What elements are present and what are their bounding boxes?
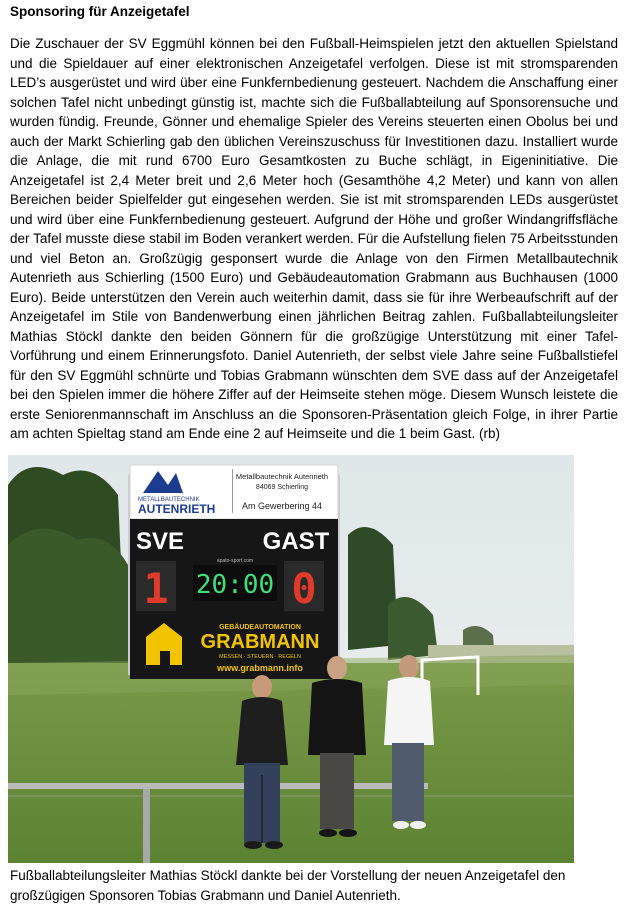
home-score: 1	[143, 564, 169, 613]
sponsor-top-line1: Metallbautechnik Autenrieth	[235, 472, 329, 481]
home-label: SVE	[135, 528, 185, 555]
scoreboard	[130, 519, 338, 679]
sponsor-bottom-line1: GEBÄUDEAUTOMATION	[219, 624, 301, 631]
logo-name: AUTENRIETH	[138, 502, 216, 516]
sponsor-bottom-tagline: MESSEN · STEUERN · REGELN	[219, 654, 301, 660]
logo-subtitle: METALLBAUTECHNIK	[138, 497, 200, 503]
sponsor-top-line3: Am Gewerbering 44	[241, 501, 323, 511]
photo-caption: Fußballabteilungsleiter Mathias Stöckl dankte bei der Vorstellung der neuen Anzeigetafel den großzügigen Sponsoren Tobias Grabmann und Daniel Autenrieth.	[10, 868, 566, 903]
guest-label: GAST	[262, 528, 330, 555]
sponsor-bottom-name: GRABMANN	[200, 631, 320, 653]
guest-score: 0	[291, 564, 317, 613]
clock-url: apato-sport.com	[216, 558, 254, 564]
page-title: Sponsoring für Anzeigetafel	[10, 4, 190, 19]
game-clock: 20:00	[195, 570, 275, 600]
article-photo	[8, 455, 574, 863]
scoreboard-sponsor-top	[130, 465, 338, 519]
article-body: Die Zuschauer der SV Eggmühl können bei den Fußball-Heimspielen jetzt den aktuellen Spielstand und die Spieldauer auf einer elektronischen Anzeigetafel verfolgen. Diese ist mit stromsparenden LED’s ausgerüstet und wird über eine Funkfernbedienung gesteuert. Nachdem die Anschaffung einer solchen Tafel nicht unbedingt günstig ist, machte sich die Fußballabteilung auf Sponsorensuche und wurden fündig. Freunde, Gönner und ehemalige Spieler des Vereins steuerten einen Obolus bei und auch der Markt Schierling gab den üblichen Vereinszuschuss für Investitionen dazu. Installiert wurde die Anlage, die mit rund 6700 Euro Gesamtkosten zu Buche schlägt, in Eigeninitiative. Die Anzeigetafel ist 2,4 Meter breit und 2,6 Meter hoch (Gesamthöhe 4,2 Meter) und kann von allen Bereichen beider Spielfelder gut eingesehen werden. Sie ist mit stromsparenden LEDs ausgerüstet und wird über eine Funkfernbedienung gesteuert. Aufgrund der Höhe und großer Windangriffsfläche der Tafel musste diese stabil im Boden verankert werden. Für die Aufstellung fielen 75 Arbeitsstunden und viel Beton an. Großzügig gesponsert wurde die Anlage von den Firmen Metallbautechnik Autenrieth aus Schierling (1500 Euro) und Gebäudeautomation Grabmann aus Buchhausen (1000 Euro). Beide unterstützen den Verein auch weiterhin damit, dass sie für ihre Werbeaufschrift auf der Anzeigetafel im Stile von Bandenwerbung einen jährlichen Beitrag zahlen. Fußballabteilungsleiter Mathias Stöckl dankte den beiden Gönnern für die großzügige Unterstützung mit einer Tafel-Vorführung und einem Erinnerungsfoto. Daniel Autenrieth, der selbst viele Jahre seine Fußballstiefel für den SV Eggmühl schnürte und Tobias Grabmann wünschten dem SVE dass auf der Anzeigetafel bei den Spielen immer die höhere Ziffer auf der Heimseite stehen möge. Diesem Wunsch leistete die erste Seniorenmannschaft im Anschluss an die Sponsoren-Präsentation gleich Folge, in ihrer Partie am achten Spieltag stand am Ende eine 2 auf Heimseite und die 1 beim Gast. (rb)	[10, 36, 618, 441]
sponsor-top-line2: 84069 Schierling	[255, 484, 309, 491]
sponsor-bottom-url: www.grabmann.info	[217, 663, 303, 673]
